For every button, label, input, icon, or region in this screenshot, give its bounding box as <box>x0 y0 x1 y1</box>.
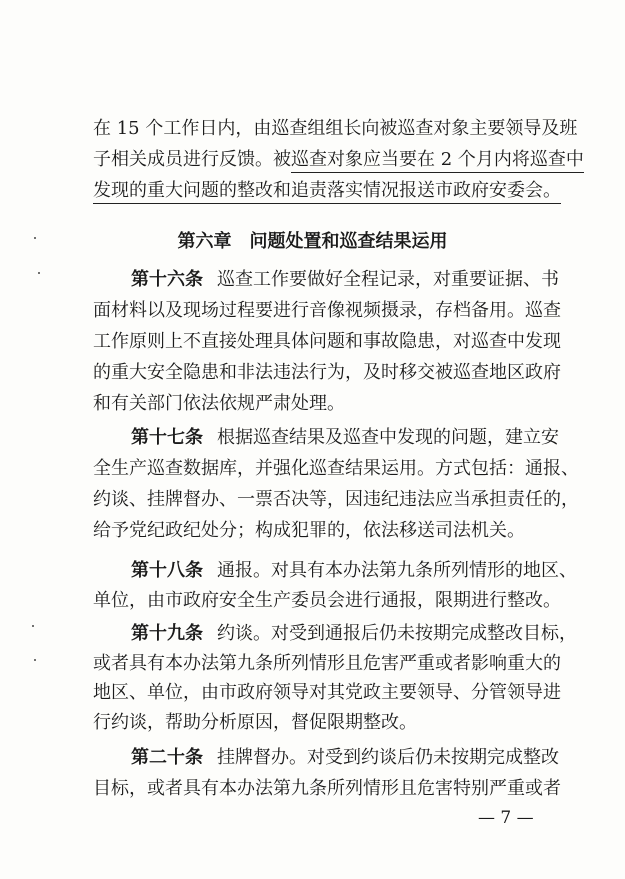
text-line: 在 15 个工作日内，由巡查组组长向被巡查对象主要领导及班 <box>93 118 578 139</box>
article-heading: 第十九条 <box>131 623 203 644</box>
underlined-text: 巡查对象应当要在 2 个月内将巡查中 <box>291 149 584 173</box>
scan-speck <box>38 272 40 274</box>
page-number: — 7 — <box>478 808 534 828</box>
scan-speck <box>34 237 36 239</box>
article-text: 行约谈，帮助分析原因，督促限期整改。 <box>93 712 417 733</box>
article-first-line <box>131 623 577 645</box>
article-first-line <box>131 269 559 291</box>
text-line <box>93 331 561 353</box>
article-first-line <box>131 747 559 769</box>
article-text: 根据巡查结果及巡查中发现的问题，建立安 <box>217 427 559 448</box>
article-text: 工作原则上不直接处理具体问题和事故隐患，对巡查中发现 <box>93 331 561 352</box>
article-text: 的重大安全隐患和非法违法行为，及时移交被巡查地区政府 <box>93 362 561 383</box>
article-heading: 第十八条 <box>131 560 203 581</box>
text-line <box>93 520 537 542</box>
text-line <box>93 180 561 202</box>
text-line <box>93 682 561 704</box>
text-line <box>93 362 561 384</box>
underlined-text: 发现的重大问题的整改和追责落实情况报送市政府安委会。 <box>93 180 561 204</box>
text-line <box>93 489 579 511</box>
article-text: 挂牌督办。对受到约谈后仍未按期完成整改 <box>217 747 559 768</box>
text-line <box>93 149 584 171</box>
article-heading: 第十七条 <box>131 427 203 448</box>
article-text: 约谈、挂牌督办、一票否决等，因违纪违法应当承担责任的， <box>93 489 579 510</box>
text-line <box>93 653 561 675</box>
article-text: 全生产巡查数据库，并强化巡查结果运用。方式包括：通报、 <box>93 458 579 479</box>
article-heading: 第二十条 <box>131 747 203 768</box>
article-text: 巡查工作要做好全程记录，对重要证据、书 <box>217 269 559 290</box>
text-segment: 子相关成员进行反馈。被 <box>93 149 291 170</box>
article-heading: 第十六条 <box>131 269 203 290</box>
article-first-line <box>131 427 559 449</box>
article-text: 单位，由市政府安全生产委员会进行通报，限期进行整改。 <box>93 590 561 611</box>
scan-speck <box>32 625 34 627</box>
scan-speck <box>34 659 36 661</box>
chapter-title: 第六章 问题处置和巡查结果运用 <box>177 231 448 252</box>
text-line <box>93 393 537 415</box>
article-text: 和有关部门依法依规严肃处理。 <box>93 393 345 414</box>
article-text: 目标，或者具有本办法第九条所列情形且危害特别严重或者 <box>93 778 561 799</box>
text-line <box>93 300 561 322</box>
article-text: 地区、单位，由市政府领导对其党政主要领导、分管领导进 <box>93 682 561 703</box>
text-line <box>93 458 579 480</box>
article-text: 给予党纪政纪处分；构成犯罪的，依法移送司法机关。 <box>93 520 525 541</box>
text-line <box>93 712 537 734</box>
article-first-line <box>131 560 577 582</box>
article-text: 约谈。对受到通报后仍未按期完成整改目标， <box>217 623 577 644</box>
text-line <box>93 778 561 800</box>
article-text: 通报。对具有本办法第九条所列情形的地区、 <box>217 560 577 581</box>
article-text: 面材料以及现场过程要进行音像视频摄录，存档备用。巡查 <box>93 300 561 321</box>
article-text: 或者具有本办法第九条所列情形且危害严重或者影响重大的 <box>93 653 561 674</box>
text-line <box>93 590 561 612</box>
